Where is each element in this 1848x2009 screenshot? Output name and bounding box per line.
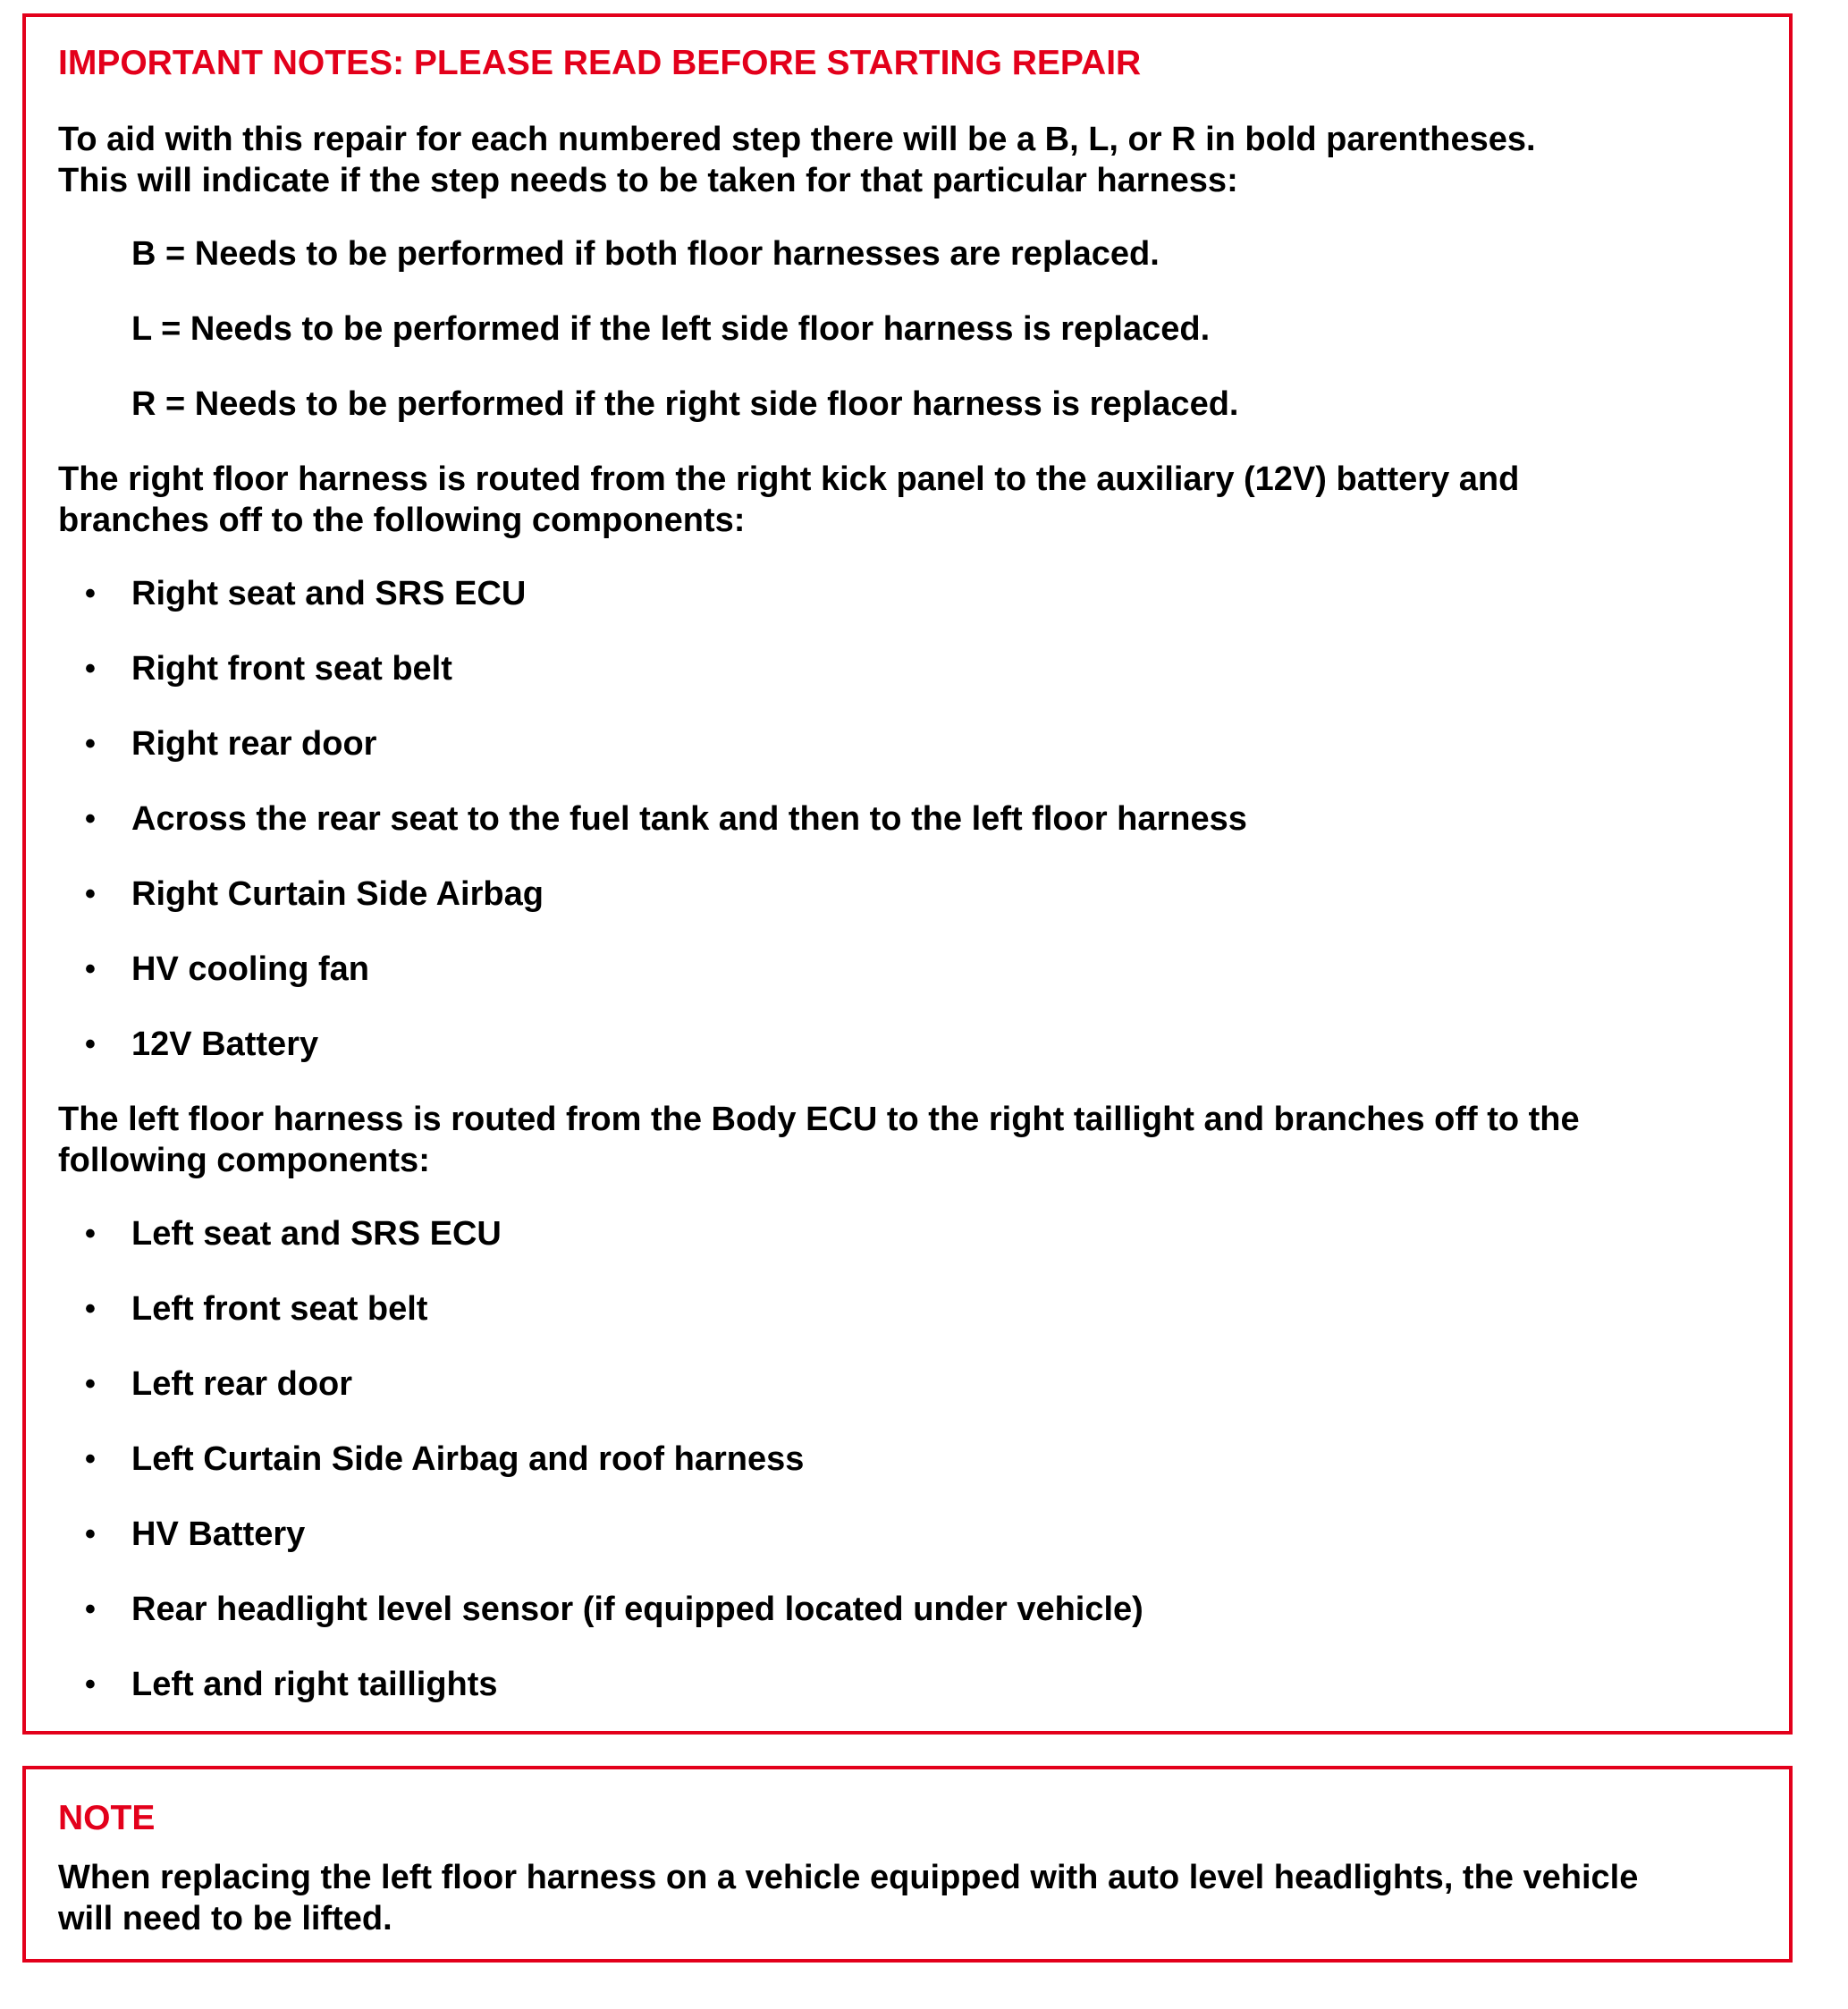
bullet-icon: • (85, 1517, 96, 1551)
bullet-icon: • (85, 1442, 96, 1476)
list-item-text: HV Battery (131, 1515, 306, 1553)
definition-b: B = Needs to be performed if both floor harnesses are replaced. (131, 235, 1160, 273)
bullet-icon: • (85, 1592, 96, 1626)
note-paragraph (58, 1857, 1766, 1939)
list-item-text: Left rear door (131, 1365, 353, 1403)
list-item-text: Right front seat belt (131, 650, 452, 688)
list-item-text: Right Curtain Side Airbag (131, 875, 544, 913)
list-item-text: Right rear door (131, 725, 377, 763)
bullet-icon: • (85, 877, 96, 911)
intro-line: To aid with this repair for each numbered step there will be a B, L, or R in bold parentheses. (58, 121, 1536, 158)
bullet-icon: • (85, 1667, 96, 1701)
list-item-text: Left front seat belt (131, 1290, 428, 1328)
bullet-icon: • (85, 1292, 96, 1326)
intro-paragraph (58, 119, 1766, 201)
left-harness-line: following components: (58, 1142, 430, 1179)
bullet-icon: • (85, 652, 96, 686)
bullet-icon: • (85, 577, 96, 611)
definition-r: R = Needs to be performed if the right side floor harness is replaced. (131, 385, 1239, 423)
list-item-text: Across the rear seat to the fuel tank and then to the left floor harness (131, 800, 1247, 838)
bullet-icon: • (85, 802, 96, 836)
bullet-icon: • (85, 1367, 96, 1401)
definition-l: L = Needs to be performed if the left side floor harness is replaced. (131, 310, 1211, 348)
note-line: will need to be lifted. (58, 1900, 392, 1937)
right-harness-line: The right floor harness is routed from the right kick panel to the auxiliary (12V) battery and (58, 460, 1520, 498)
list-item-text: 12V Battery (131, 1026, 319, 1063)
bullet-icon: • (85, 1027, 96, 1061)
right-harness-paragraph (58, 459, 1766, 541)
list-item-text: Rear headlight level sensor (if equipped located under vehicle) (131, 1591, 1143, 1628)
intro-line: This will indicate if the step needs to be taken for that particular harness: (58, 162, 1238, 199)
list-item-text: Left and right taillights (131, 1666, 498, 1703)
bullet-icon: • (85, 1217, 96, 1251)
left-harness-paragraph (58, 1099, 1766, 1181)
list-item-text: Left Curtain Side Airbag and roof harness (131, 1440, 805, 1478)
list-item-text: Right seat and SRS ECU (131, 575, 527, 612)
important-notes-heading: IMPORTANT NOTES: PLEASE READ BEFORE STARTING REPAIR (58, 44, 1142, 82)
right-harness-line: branches off to the following components: (58, 502, 746, 539)
left-harness-line: The left floor harness is routed from the Body ECU to the right taillight and branches off to the (58, 1101, 1580, 1138)
note-box (22, 1766, 1793, 1963)
note-line: When replacing the left floor harness on a vehicle equipped with auto level headlights, the vehicle (58, 1859, 1639, 1896)
important-notes-box (22, 13, 1793, 1735)
bullet-icon: • (85, 952, 96, 986)
list-item-text: HV cooling fan (131, 950, 369, 988)
note-heading: NOTE (58, 1799, 156, 1837)
list-item-text: Left seat and SRS ECU (131, 1215, 502, 1253)
bullet-icon: • (85, 727, 96, 761)
